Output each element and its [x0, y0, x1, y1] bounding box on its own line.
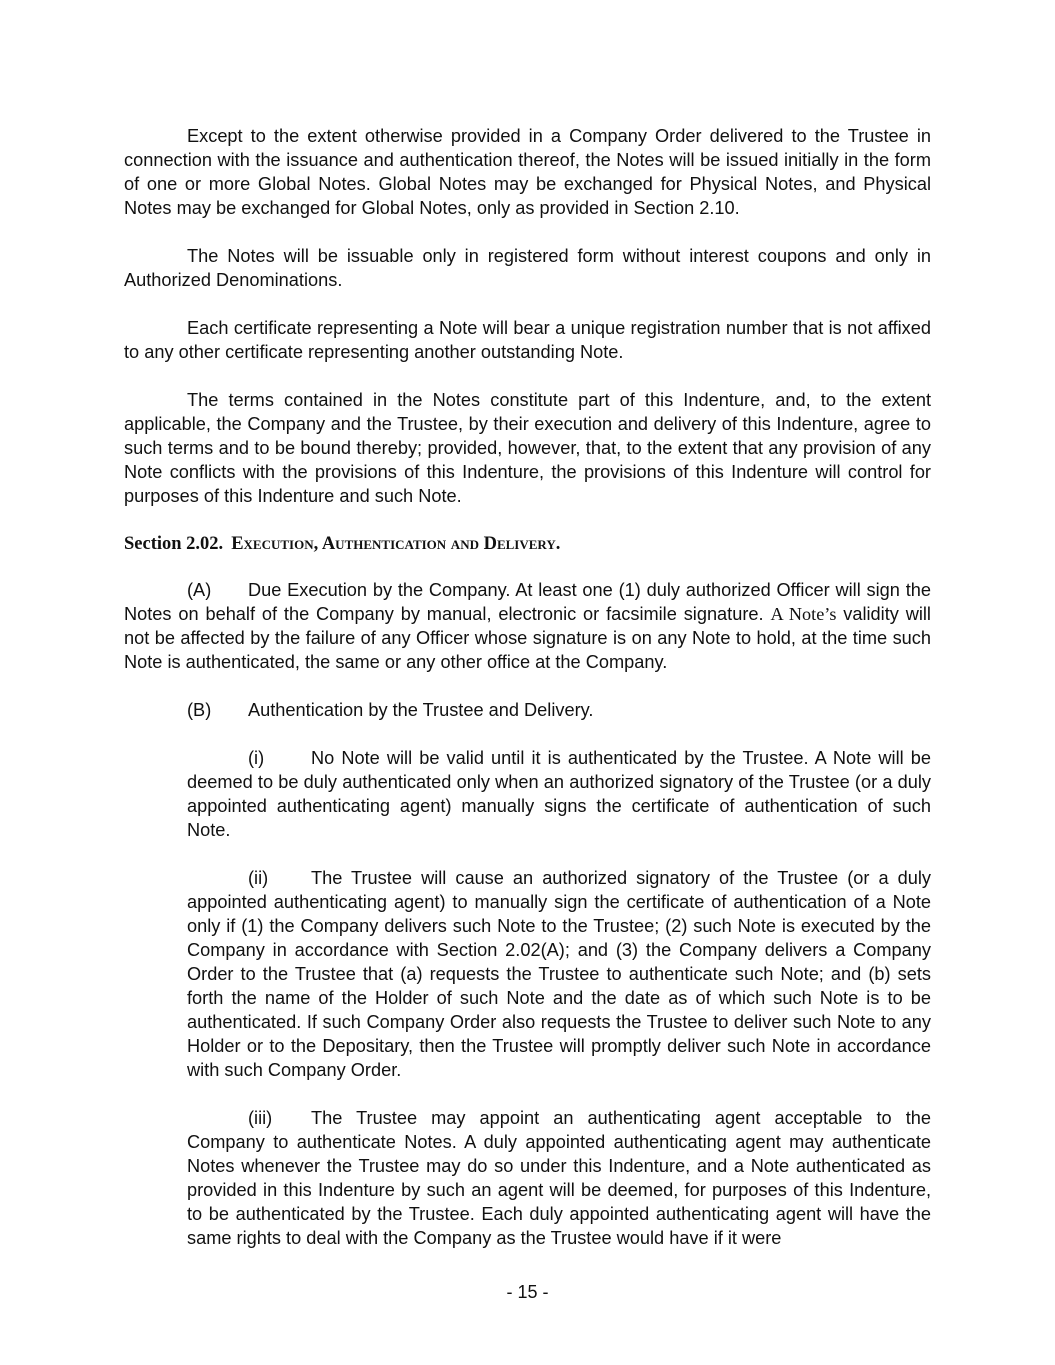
list-item-iii-text: The Trustee may appoint an authenticating agent acceptable to the Company to authenticate Notes. A duly appointed authenticating agent may authenticate Notes whenever the Trustee may do so under this Indenture, and a Note authenticated as provided in this Indenture by such an agent will be deemed, for purposes of this Indenture, to be authenticated by the Trustee. Each duly appointed authenticating agent will have the same rights to deal with the Company as the Trustee would have if it were — [187, 1108, 931, 1248]
list-item-a-text-continued: validity will not be affected by the failure of any Officer whose signature is on any Note to hold, at the time such Note is authenticated, the same or any other office at the Company. — [124, 604, 931, 672]
list-item-ii-text: The Trustee will cause an authorized signatory of the Trustee (or a duly appointed authenticating agent) to manually sign the certificate of authentication of a Note only if (1) the Company delivers such Note to the Trustee; (2) such Note is executed by the Company in accordance with Section 2.02(A); and (3) the Company delivers a Company Order to the Trustee that (a) requests the Trustee to authenticate such Note; and (b) sets forth the name of the Holder of such Note and the date as of which such Note is to be authenticated. If such Company Order also requests the Trustee to deliver such Note to any Holder or to the Depositary, then the Trustee will promptly deliver such Note in accordance with such Company Order. — [187, 868, 931, 1080]
list-item-ii — [187, 866, 931, 1082]
paragraph-registered-form: The Notes will be issuable only in registered form without interest coupons and only in Authorized Denominations. — [124, 246, 931, 290]
list-item-b-text: Authentication by the Trustee and Delivery. — [248, 700, 594, 720]
list-marker-iii: (iii) — [248, 1108, 273, 1128]
list-marker-ii: (ii) — [248, 868, 269, 888]
section-heading — [124, 532, 931, 556]
list-item-a-text: Due Execution by the Company. At least one (1) duly authorized Officer will sign the Notes on behalf of the Company by manual, electronic or facsimile signature. — [124, 580, 931, 624]
paragraph-terms: The terms contained in the Notes constitute part of this Indenture, and, to the extent applicable, the Company and the Trustee, by their execution and delivery of this Indenture, agree to such terms and to be bound thereby; provided, however, that, to the extent that any provision of any Note conflicts with the provisions of this Indenture, the provisions of this Indenture will control for purposes of this Indenture and such Note. — [124, 390, 931, 506]
list-marker-a: (A) — [187, 580, 212, 600]
section-number: Section 2.02. — [124, 534, 224, 554]
list-marker-b: (B) — [187, 700, 212, 720]
list-item-iii — [187, 1106, 931, 1250]
paragraph-registration-number: Each certificate representing a Note will bear a unique registration number that is not affixed to any other certificate representing another outstanding Note. — [124, 318, 931, 362]
list-item-a-serif-text: A Note’s — [770, 604, 837, 624]
list-item-i-text: No Note will be valid until it is authenticated by the Trustee. A Note will be deemed to be duly authenticated only when an authorized signatory of the Trustee (or a duly appointed authenticating agent) manually signs the certificate of authentication of such Note. — [187, 748, 931, 840]
document-page — [124, 124, 931, 1250]
list-item-i — [187, 746, 931, 842]
paragraph-global-notes: Except to the extent otherwise provided in a Company Order delivered to the Trustee in connection with the issuance and authentication thereof, the Notes will be issued initially in the form of one or more Global Notes. Global Notes may be exchanged for Physical Notes, and Physical Notes may be exchanged for Global Notes, only as provided in Section 2.10. — [124, 126, 931, 218]
list-marker-i: (i) — [248, 748, 265, 768]
section-title: Execution, Authentication and Delivery. — [231, 534, 561, 554]
list-item-a — [124, 578, 931, 674]
list-item-b — [124, 698, 931, 722]
page-number: - 15 - — [506, 1282, 549, 1302]
